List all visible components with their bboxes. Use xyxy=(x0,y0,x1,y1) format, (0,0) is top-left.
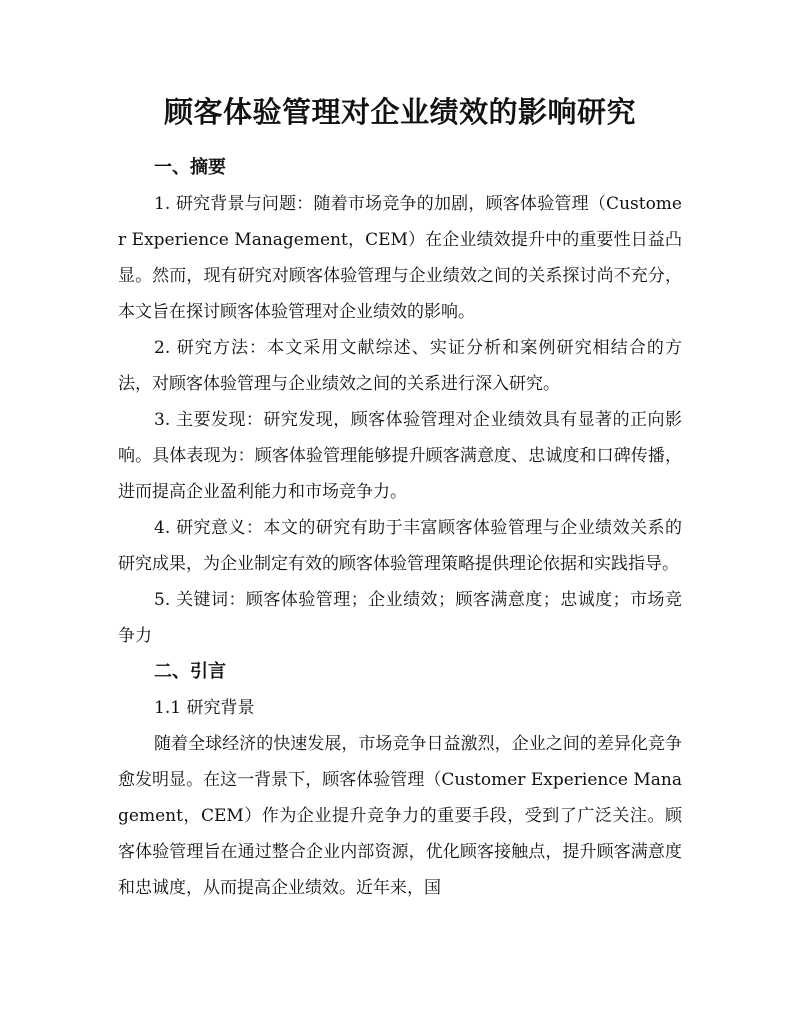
abstract-paragraph-4: 4. 研究意义：本文的研究有助于丰富顾客体验管理与企业绩效关系的研究成果，为企业制定有效的顾客体验管理策略提供理论依据和实践指导。 xyxy=(118,518,682,574)
section-introduction xyxy=(118,654,682,906)
abstract-paragraph-3: 3. 主要发现：研究发现，顾客体验管理对企业绩效具有显著的正向影响。具体表现为：顾客体验管理能够提升顾客满意度、忠诚度和口碑传播，进而提高企业盈利能力和市场竞争力。 xyxy=(118,410,682,502)
introduction-paragraph-1: 随着全球经济的快速发展，市场竞争日益激烈，企业之间的差异化竞争愈发明显。在这一背景下，顾客体验管理（Customer Experience Management，CEM）作为企业提升竞争力的重要手段，受到了广泛关注。顾客体验管理旨在通过整合企业内部资源，优化顾客接触点，提升顾客满意度和忠诚度，从而提高企业绩效。近年来，国 xyxy=(118,734,682,898)
document-title: 顾客体验管理对企业绩效的影响研究 xyxy=(163,95,636,129)
subsection-heading-background: 1.1 研究背景 xyxy=(154,698,255,718)
abstract-paragraph-5: 5. 关键词：顾客体验管理；企业绩效；顾客满意度；忠诚度；市场竞争力 xyxy=(118,590,682,646)
section-abstract xyxy=(118,150,682,654)
section-heading-abstract: 一、摘要 xyxy=(154,157,226,178)
section-heading-introduction: 二、引言 xyxy=(154,661,226,682)
abstract-paragraph-2: 2. 研究方法：本文采用文献综述、实证分析和案例研究相结合的方法，对顾客体验管理与企业绩效之间的关系进行深入研究。 xyxy=(118,338,682,394)
abstract-paragraph-1: 1. 研究背景与问题：随着市场竞争的加剧，顾客体验管理（Customer Experience Management，CEM）在企业绩效提升中的重要性日益凸显。然而，现有研究对顾客体验管理与企业绩效之间的关系探讨尚不充分，本文旨在探讨顾客体验管理对企业绩效的影响。 xyxy=(118,194,682,322)
